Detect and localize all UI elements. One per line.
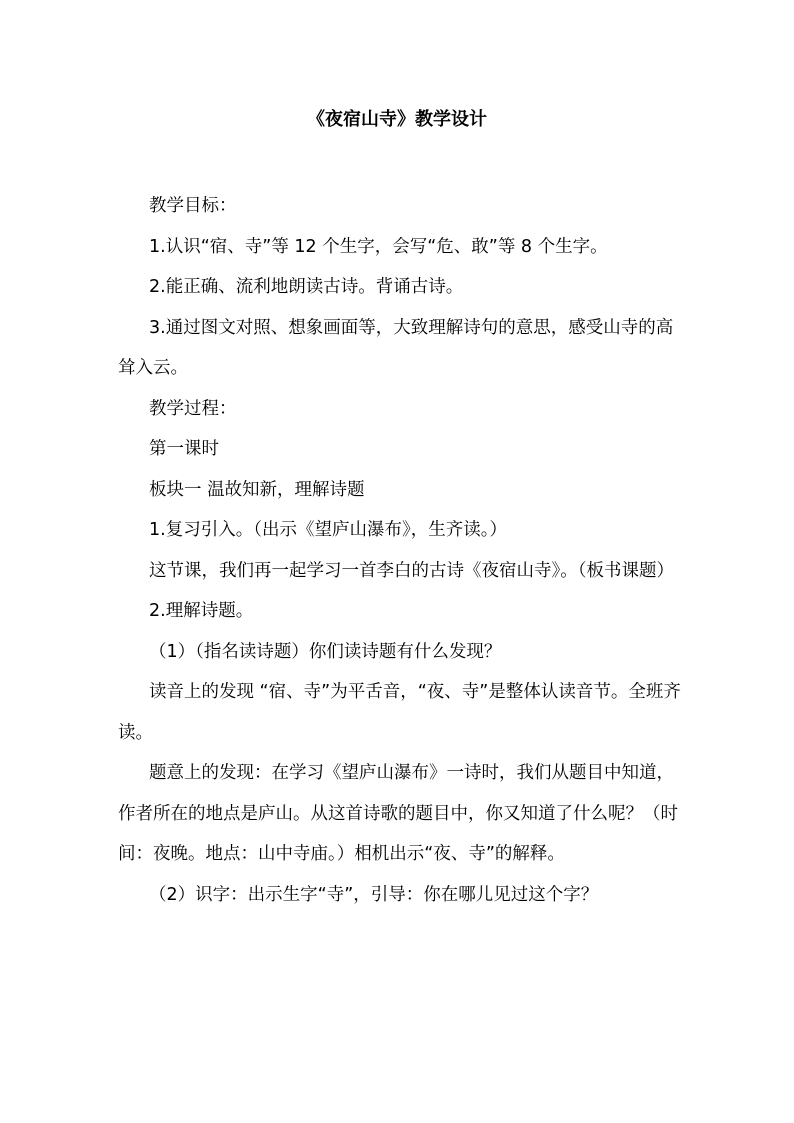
paragraph-teaching-goals-heading: 教学目标： [149,196,237,216]
document-title: 《夜宿山寺》教学设计 [307,109,487,130]
paragraph-lesson-one: 第一课时 [149,439,219,459]
paragraph-read-title: （1）（指名读诗题）你们读诗题有什么发现？ [149,641,502,662]
paragraph-goal-3: 3.通过图文对照、想象画面等，大致理解诗句的意思，感受山寺的高耸入云。 [118,317,674,378]
paragraph-section-one: 板块一 温故知新，理解诗题 [149,479,365,500]
paragraph-character-learning: （2）识字：出示生字“寺”，引导：你在哪儿见过这个字？ [149,884,599,905]
paragraph-goal-1: 1.认识“宿、寺”等 12 个生字，会写“危、敢”等 8 个生字。 [149,236,608,257]
paragraph-lesson-intro: 这节课，我们再一起学习一首李白的古诗《夜宿山寺》。（板书课题） [149,560,674,581]
paragraph-review-intro: 1.复习引入。（出示《望庐山瀑布》，生齐读。） [149,520,507,540]
paragraph-pronunciation-finding: 读音上的发现 “宿、寺”为平舌音，“夜、寺”是整体认读音节。全班齐读。 [118,682,681,743]
paragraph-meaning-finding: 题意上的发现：在学习《望庐山瀑布》一诗时，我们从题目中知道，作者所在的地点是庐山。从这首诗歌的题目中，你又知道了什么呢？（时间：夜晚。地点：山中寺庙。）相机出示“夜、寺”的解释。 [118,763,678,864]
paragraph-goal-2: 2.能正确、流利地朗读古诗。背诵古诗。 [149,277,464,297]
paragraph-teaching-process-heading: 教学过程： [149,398,237,419]
document-body [118,186,688,915]
paragraph-understand-title: 2.理解诗题。 [149,601,254,621]
